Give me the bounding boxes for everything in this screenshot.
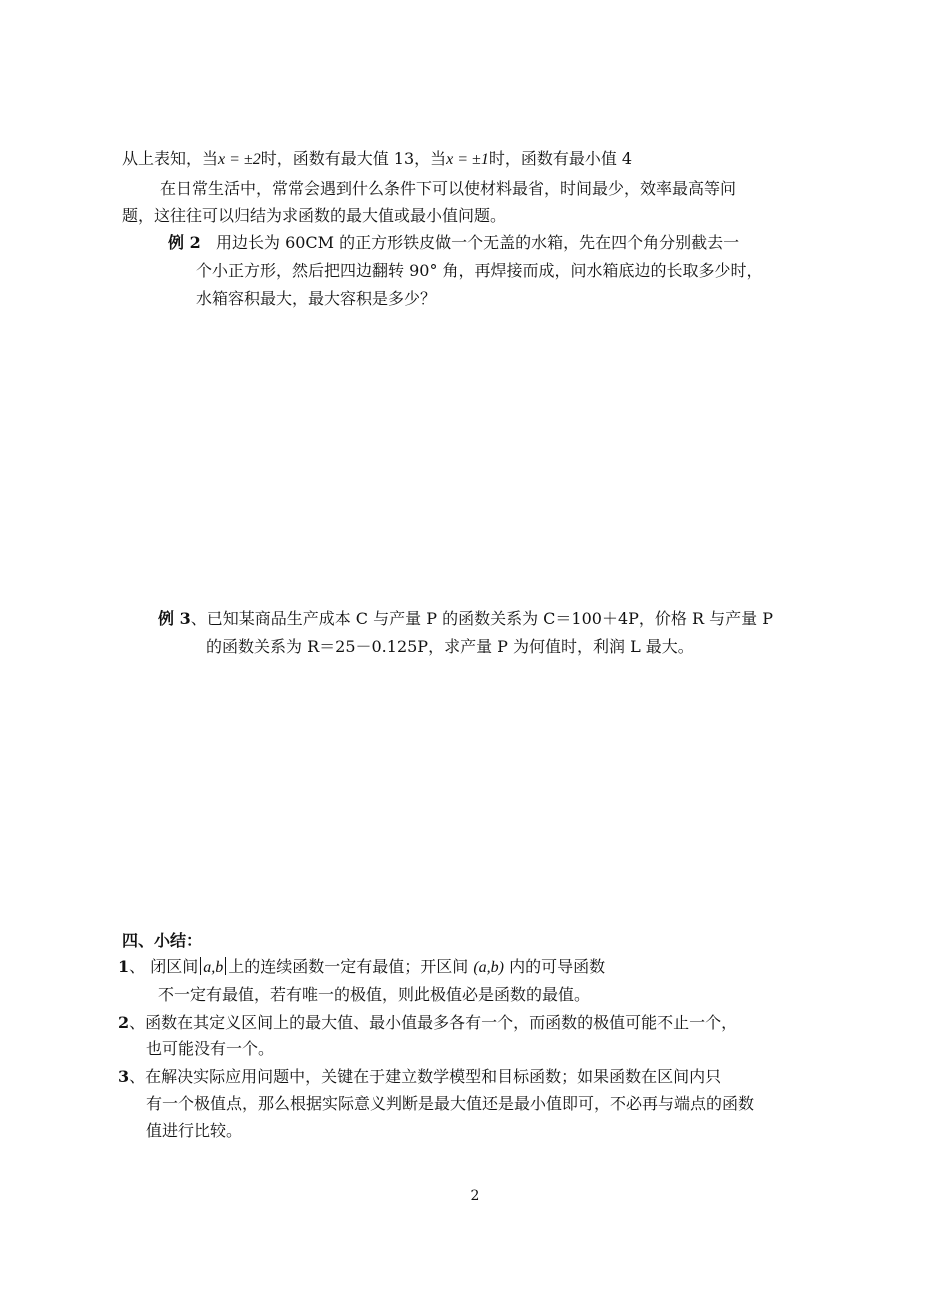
- summary-item-1-line-2: 不一定有最值，若有唯一的极值，则此极值必是函数的最值。: [158, 985, 591, 1004]
- example-2-line-1: [168, 232, 739, 254]
- summary-item-3-line-1: [118, 1066, 721, 1088]
- interval-bar-right: [225, 957, 226, 975]
- summary-item-1-text-a: 、 闭区间: [129, 957, 199, 976]
- example-3-text-1: 、已知某商品生产成本 C 与产量 P 的函数关系为 C＝100＋4P，价格 R 与产量 P: [190, 609, 773, 628]
- math-closed-interval: a,b: [203, 959, 224, 976]
- paragraph-line-2: 题，这往往可以归结为求函数的最大值或最小值问题。: [122, 206, 507, 225]
- summary-item-3-text-1: 、在解决实际应用问题中，关键在于建立数学模型和目标函数；如果函数在区间内只: [129, 1067, 722, 1086]
- math-x-eq-1: x = ±1: [446, 151, 489, 168]
- example-2-text-1: 用边长为 60CM 的正方形铁皮做一个无盖的水箱，先在四个角分别截去一: [215, 233, 740, 252]
- example-3-label: 例 3: [158, 609, 191, 628]
- summary-heading: 四、小结：: [122, 931, 203, 950]
- summary-item-1-text-c: 内的可导函数: [509, 957, 606, 976]
- intro-line: [122, 148, 632, 171]
- paragraph-line-1: 在日常生活中，常常会遇到什么条件下可以使材料最省，时间最少，效率最高等问: [160, 179, 737, 198]
- math-x-eq-2: x = ±2: [218, 151, 261, 168]
- summary-item-2-line-1: [118, 1012, 737, 1034]
- intro-text-1: 从上表知，当: [122, 149, 219, 168]
- summary-item-2-line-2: 也可能没有一个。: [146, 1039, 275, 1058]
- example-2-label: 例 2: [168, 233, 201, 252]
- summary-item-1-number: 1: [118, 957, 130, 976]
- summary-item-2-text-1: 、函数在其定义区间上的最大值、最小值最多各有一个，而函数的极值可能不止一个，: [129, 1013, 738, 1032]
- summary-item-3-line-3: 值进行比较。: [146, 1121, 243, 1140]
- intro-text-3: 时，函数有最小值 4: [488, 149, 633, 168]
- summary-item-3-line-2: 有一个极值点，那么根据实际意义判断是最大值还是最小值即可，不必再与端点的函数: [146, 1094, 755, 1113]
- summary-item-3-number: 3: [118, 1067, 130, 1086]
- summary-item-1-text-b: 上的连续函数一定有最值；开区间: [228, 957, 469, 976]
- math-open-interval: (a,b): [473, 959, 504, 976]
- example-3-line-2: 的函数关系为 R＝25－0.125P，求产量 P 为何值时，利润 L 最大。: [206, 637, 694, 656]
- example-2-line-3: 水箱容积最大，最大容积是多少？: [196, 289, 437, 308]
- summary-item-2-number: 2: [118, 1013, 130, 1032]
- example-2-line-2: 个小正方形，然后把四边翻转 90° 角，再焊接而成，问水箱底边的长取多少时，: [196, 261, 763, 280]
- example-3-line-1: [158, 608, 773, 630]
- interval-bar-left: [200, 957, 201, 975]
- intro-text-2: 时，函数有最大值 13，当: [260, 149, 447, 168]
- page-number: 2: [470, 1188, 480, 1204]
- summary-item-1-line-1: [118, 956, 605, 979]
